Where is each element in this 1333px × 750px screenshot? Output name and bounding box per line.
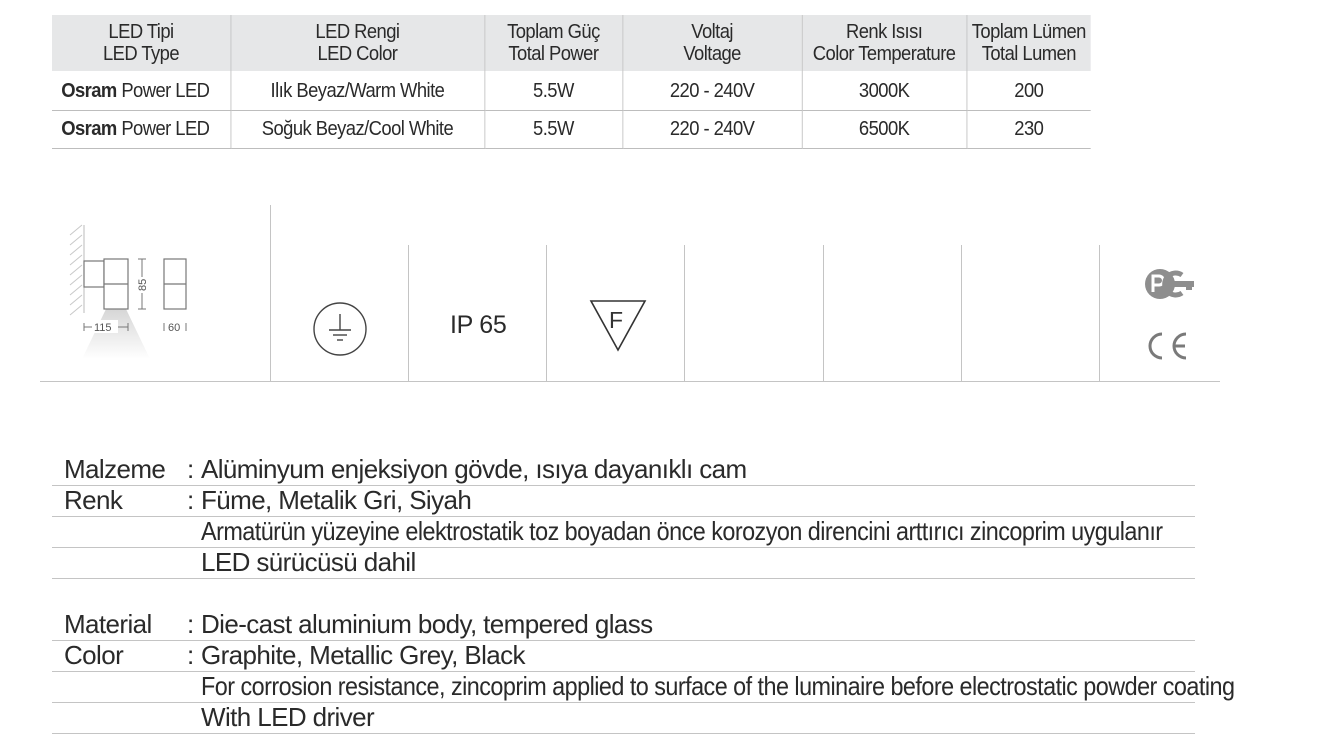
driver-note-tr: LED sürücüsü dahil <box>201 547 416 577</box>
earth-ground-icon <box>311 302 369 360</box>
material-label-tr: Malzeme <box>64 454 166 484</box>
separator: : <box>187 485 194 515</box>
color-label-en: Color <box>64 640 124 670</box>
dimension-drawing-icon <box>66 223 226 363</box>
header-led-type: LED Tipi LED Type <box>52 15 230 71</box>
cell-led-color: Soğuk Beyaz/Cool White <box>230 111 484 149</box>
spec-table <box>52 15 1091 149</box>
svg-text:115: 115 <box>94 322 112 334</box>
divider <box>1099 245 1100 381</box>
separator: : <box>187 640 194 670</box>
ce-mark-icon <box>1144 331 1190 361</box>
cell-temperature: 6500K <box>802 111 967 149</box>
header-led-color: LED Rengi LED Color <box>230 15 484 71</box>
driver-row-en <box>52 702 1195 734</box>
cell-voltage: 220 - 240V <box>622 111 801 149</box>
divider <box>408 245 409 381</box>
header-total-power: Toplam Güç Total Power <box>484 15 622 71</box>
separator: : <box>187 609 194 639</box>
color-row-tr <box>52 485 1195 517</box>
separator: : <box>187 454 194 484</box>
cell-led-type: Osram Power LED <box>52 71 230 111</box>
table-row <box>52 71 1091 111</box>
header-color-temperature: Renk Isısı Color Temperature <box>802 15 967 71</box>
svg-text:F: F <box>609 307 624 333</box>
table-row <box>52 111 1091 149</box>
svg-text:60: 60 <box>168 322 181 334</box>
cell-lumen: 200 <box>966 71 1090 111</box>
coating-note-en: For corrosion resistance, zincoprim applied to surface of the luminaire before electrostatic powder coating <box>201 671 1235 701</box>
divider <box>823 245 824 381</box>
color-row-en <box>52 640 1195 672</box>
color-label-tr: Renk <box>64 485 123 515</box>
divider <box>684 245 685 381</box>
material-value-tr: Alüminyum enjeksiyon gövde, ısıya dayanıklı cam <box>201 454 747 484</box>
cell-temperature: 3000K <box>802 71 967 111</box>
cell-power: 5.5W <box>484 71 622 111</box>
color-value-tr: Füme, Metalik Gri, Siyah <box>201 485 472 515</box>
icon-strip <box>40 205 1220 382</box>
header-voltage: Voltaj Voltage <box>622 15 801 71</box>
driver-note-en: With LED driver <box>201 702 375 732</box>
note-row-en <box>52 671 1235 703</box>
material-row-tr <box>52 454 1195 486</box>
note-row-tr <box>52 516 1195 548</box>
cell-voltage: 220 - 240V <box>622 71 801 111</box>
pct-certification-icon <box>1142 267 1194 301</box>
material-label-en: Material <box>64 609 152 639</box>
header-total-lumen: Toplam Lümen Total Lumen <box>966 15 1090 71</box>
divider <box>546 245 547 381</box>
cell-led-color: Ilık Beyaz/Warm White <box>230 71 484 111</box>
spec-header-row <box>52 15 1091 71</box>
cell-led-type: Osram Power LED <box>52 111 230 149</box>
color-value-en: Graphite, Metallic Grey, Black <box>201 640 525 670</box>
divider <box>270 205 271 381</box>
coating-note-tr: Armatürün yüzeyine elektrostatik toz boyadan önce korozyon direncini arttırıcı zincoprim uygulanır <box>201 516 1163 546</box>
divider <box>961 245 962 381</box>
material-row-en <box>52 609 1195 641</box>
driver-row-tr <box>52 547 1195 579</box>
f-mark-icon <box>588 297 648 353</box>
divider <box>40 381 1220 382</box>
material-value-en: Die-cast aluminium body, tempered glass <box>201 609 653 639</box>
svg-text:85: 85 <box>137 278 149 291</box>
cell-lumen: 230 <box>966 111 1090 149</box>
ip-rating: IP 65 <box>450 311 507 339</box>
cell-power: 5.5W <box>484 111 622 149</box>
